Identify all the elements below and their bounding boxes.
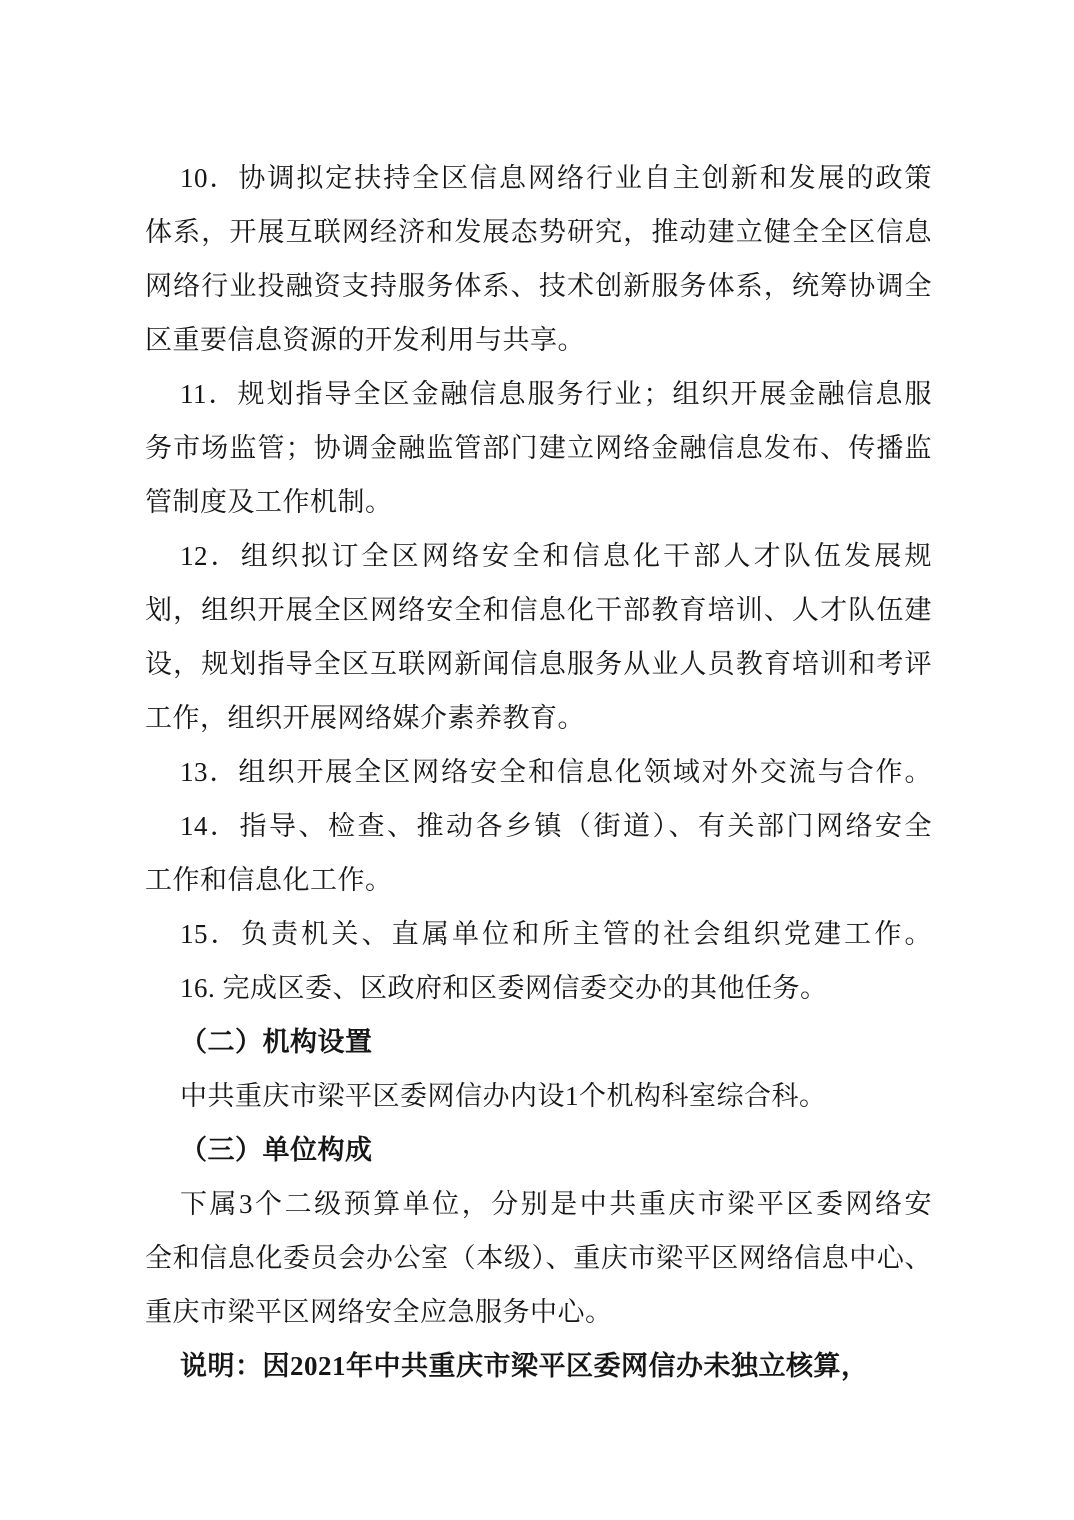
text-line: 重庆市梁平区网络安全应急服务中心。 — [145, 1297, 613, 1327]
text-line: 11．规划指导全区金融信息服务行业；组织开展金融信息服 — [180, 379, 932, 409]
document-content — [145, 151, 932, 1393]
text-line: 体系，开展互联网经济和发展态势研究，推动建立健全全区信息 — [145, 217, 932, 247]
text-line: 下属3个二级预算单位，分别是中共重庆市梁平区委网络安 — [180, 1189, 932, 1219]
text-line: 全和信息化委员会办公室（本级）、重庆市梁平区网络信息中心、 — [145, 1243, 932, 1273]
text-line: 10．协调拟定扶持全区信息网络行业自主创新和发展的政策 — [180, 163, 932, 193]
text-line: 13．组织开展全区网络安全和信息化领域对外交流与合作。 — [180, 757, 932, 787]
paragraph-item-15 — [145, 907, 932, 961]
text-line: 中共重庆市梁平区委网信办内设1个机构科室综合科。 — [180, 1081, 827, 1111]
text-line: 12．组织拟订全区网络安全和信息化干部人才队伍发展规 — [180, 541, 932, 571]
text-line: 14．指导、检查、推动各乡镇（街道）、有关部门网络安全 — [180, 811, 932, 841]
paragraph-item-10 — [145, 151, 932, 367]
text-line: 15．负责机关、直属单位和所主管的社会组织党建工作。 — [180, 919, 932, 949]
paragraph-note — [145, 1339, 932, 1393]
text-line: 划，组织开展全区网络安全和信息化干部教育培训、人才队伍建 — [145, 595, 932, 625]
paragraph-org-setup — [145, 1069, 932, 1123]
heading-line: （三）单位构成 — [180, 1135, 373, 1165]
paragraph-item-13 — [145, 745, 932, 799]
section-heading-org-setup — [145, 1015, 932, 1069]
paragraph-item-11 — [145, 367, 932, 529]
paragraph-item-16 — [145, 961, 932, 1015]
text-line: 16. 完成区委、区政府和区委网信委交办的其他任务。 — [180, 973, 828, 1003]
paragraph-item-12 — [145, 529, 932, 745]
text-line: 工作，组织开展网络媒介素养教育。 — [145, 703, 585, 733]
heading-line: （二）机构设置 — [180, 1027, 373, 1057]
paragraph-item-14 — [145, 799, 932, 907]
text-line: 区重要信息资源的开发利用与共享。 — [145, 325, 585, 355]
text-line: 务市场监管；协调金融监管部门建立网络金融信息发布、传播监 — [145, 433, 932, 463]
paragraph-unit-composition — [145, 1177, 932, 1339]
text-line: 设，规划指导全区互联网新闻信息服务从业人员教育培训和考评 — [145, 649, 932, 679]
text-line: 网络行业投融资支持服务体系、技术创新服务体系，统筹协调全 — [145, 271, 932, 301]
text-line: 管制度及工作机制。 — [145, 487, 393, 517]
section-heading-unit-composition — [145, 1123, 932, 1177]
text-line: 工作和信息化工作。 — [145, 865, 393, 895]
note-line: 说明：因2021年中共重庆市梁平区委网信办未独立核算， — [180, 1351, 869, 1381]
